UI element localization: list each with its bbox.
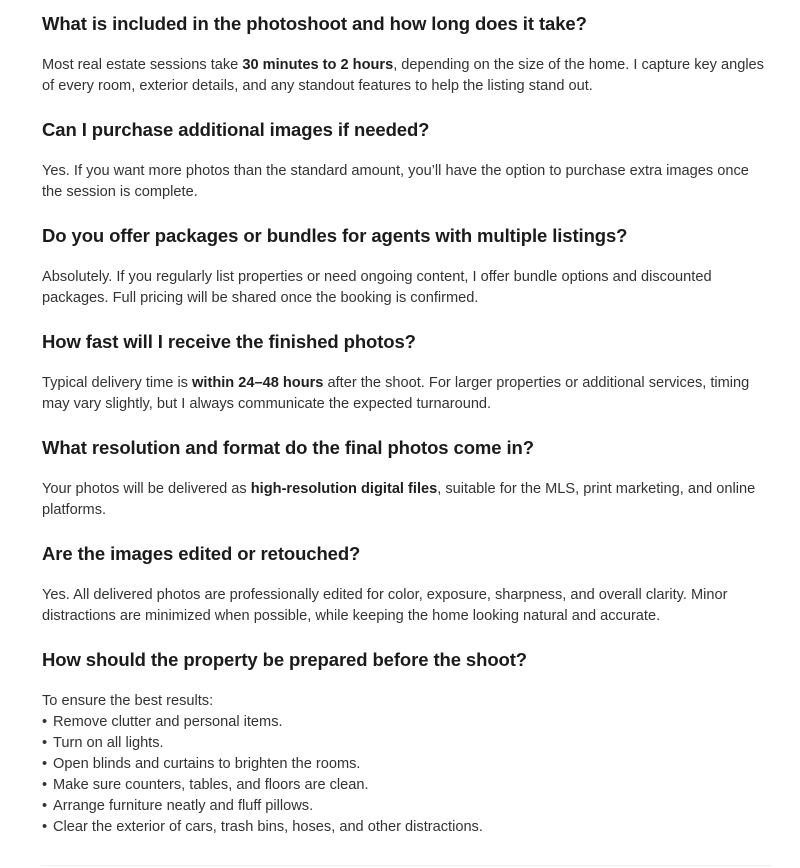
answer-text: , suitable for the MLS, print marketing, and online platforms. [42, 481, 756, 518]
list-item [42, 712, 483, 733]
bullet-icon: • [42, 777, 48, 793]
faq-question: What resolution and format do the final photos come in? [42, 437, 534, 458]
answer-text: Typical delivery time is [42, 375, 193, 391]
faq-answer: Yes. If you want more photos than the standard amount, you’ll have the option to purchase extra images once the session is complete. [42, 163, 749, 200]
answer-highlight: 30 minutes to 2 hours [242, 57, 394, 73]
bullet-icon: • [42, 819, 48, 835]
answer-highlight: within 24–48 hours [192, 375, 324, 391]
list-item-text: Open blinds and curtains to brighten the rooms. [53, 756, 361, 772]
list-item [42, 733, 483, 754]
list-item [42, 796, 483, 817]
bullet-icon: • [42, 798, 48, 814]
faq-answer: Yes. All delivered photos are professionally edited for color, exposure, sharpness, and overall clarity. Minor distractions are minimized when possible, while keeping the home looking natural and accurate. [42, 587, 728, 624]
faq-question: Can I purchase additional images if needed? [42, 119, 430, 140]
answer-highlight: high-resolution digital files [250, 481, 438, 497]
list-item [42, 817, 483, 838]
answer-text: Most real estate sessions take [42, 57, 243, 73]
faq-answer [42, 373, 772, 415]
answer-text: , depending on the size of the home. I capture key angles of every room, exterior details, and any standout features to help the listing stand out. [42, 57, 764, 94]
list-item [42, 754, 483, 775]
faq-question: Do you offer packages or bundles for agents with multiple listings? [42, 225, 628, 246]
list-item-text: Clear the exterior of cars, trash bins, hoses, and other distractions. [53, 819, 483, 835]
faq-question: Are the images edited or retouched? [42, 543, 361, 564]
list-item-text: Remove clutter and personal items. [53, 714, 283, 730]
faq-question: How should the property be prepared before the shoot? [42, 649, 527, 670]
faq-question: How fast will I receive the finished photos? [42, 331, 416, 352]
list-item [42, 775, 483, 796]
list-item-text: Make sure counters, tables, and floors are clean. [53, 777, 369, 793]
section-divider [42, 865, 772, 866]
list-item-text: Arrange furniture neatly and fluff pillows. [53, 798, 314, 814]
prep-checklist [42, 712, 483, 838]
prep-intro: To ensure the best results: [42, 693, 214, 709]
list-item-text: Turn on all lights. [53, 735, 164, 751]
bullet-icon: • [42, 735, 48, 751]
bullet-icon: • [42, 756, 48, 772]
faq-answer [42, 691, 483, 838]
answer-text: after the shoot. For larger properties or additional services, timing may vary slightly, but I always communicate the expected turnaround. [42, 375, 750, 412]
bullet-icon: • [42, 714, 48, 730]
faq-question: What is included in the photoshoot and how long does it take? [42, 13, 587, 34]
answer-text: Your photos will be delivered as [42, 481, 251, 497]
faq-answer [42, 479, 772, 521]
faq-answer: Absolutely. If you regularly list properties or need ongoing content, I offer bundle options and discounted packages. Full pricing will be shared once the booking is confirmed. [42, 269, 712, 306]
faq-answer [42, 55, 772, 97]
